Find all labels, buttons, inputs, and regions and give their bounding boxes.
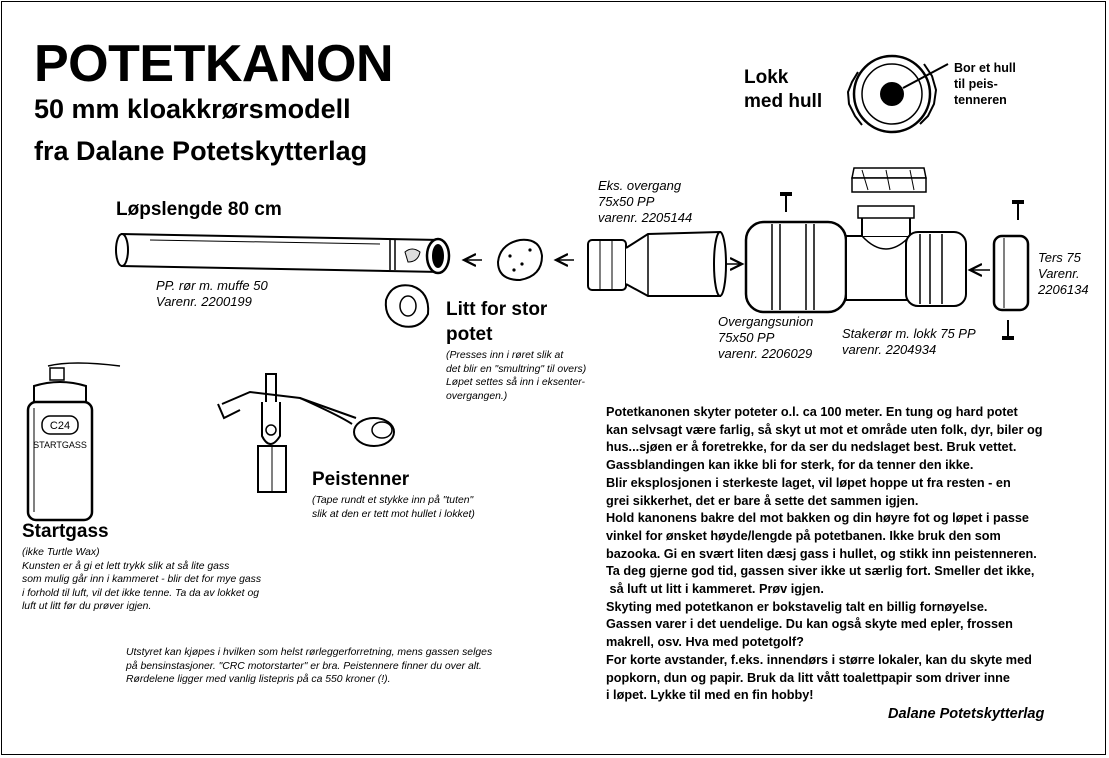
lid-label-2: med hull: [744, 91, 823, 112]
barrel-pipe-illustration: [116, 234, 449, 273]
page-subtitle-origin: fra Dalane Potetskytterlag: [34, 136, 368, 166]
end-cap-illustration: [994, 236, 1028, 310]
screw-icon: [1012, 200, 1024, 220]
reducer-illustration: [588, 232, 726, 296]
reducer-spec: Eks. overgang 75x50 PP varenr. 2205144: [598, 178, 693, 225]
end-cap-spec: Ters 75 Varenr. 2206134: [1038, 250, 1089, 297]
instructions-text: Potetkanonen skyter poteter o.l. ca 100 meter. En tung og hard potet kan selvsagt være farlig, så skyt ut mot et område uten folk, dyr, biler og hus...sjøen er å foretrekke, for da ser du nedslaget best. Bruk vettet. Gassblandingen kan ikke bli for sterk, for da tenner den ikke. Blir eksplosjonen i sterkeste laget, vil løpet hoppe ut fra resten - en grei sikkerhet, det er bare å sette det sammen igjen. Hold kanonens bakre del mot bakken og din høyre fot og løpet i passe vinkel for ønsket høyde/lengde på potetbanen. Ikke bruk den som bazooka. Gi en svært liten dæsj gass i hullet, og stikk inn peistenneren. Ta deg gjerne god tid, gassen siver ikke ut særlig fort. Smeller det ikke, så luft ut litt i kammeret. Prøv igjen. Skyting med potetkanon er bokstavelig talt en billig fornøyelse. Gassen varer i det uendelige. Du kan også skyte med epler, frossen makrell, osv. Hva med potetgolf? For korte avstander, f.eks. innendørs i større lokaler, kan du skyte med popkorn, dun og papir. Bruk da litt vått toalettpapir som driver inne i løpet. Lykke til med en fin hobby!: [606, 405, 1043, 703]
union-spec: Overgangsunion 75x50 PP varenr. 2206029: [718, 314, 814, 361]
screw-icon: [780, 192, 792, 212]
lid-hole-icon: [880, 82, 904, 106]
gas-heading: Startgass: [22, 521, 109, 542]
potato-note: (Presses inn i røret slik at det blir en "smultring" til overs) Løpet settes så inn i eksenter- overgangen.): [446, 350, 587, 402]
purchase-note: Utstyret kan kjøpes i hvilken som helst rørleggerforretning, mens gassen selges på bensinstasjoner. "CRC motorstarter" er bra. Peistennere finner du over alt. Rørdelene ligger med vanlig listepris på ca 550 kroner (!).: [126, 647, 493, 686]
chamber-tee-illustration: [846, 206, 966, 306]
chamber-spec: Stakerør m. lokk 75 PP varenr. 2204934: [842, 326, 976, 357]
lid-hole-note: Bor et hull til peis- tenneren: [954, 61, 1016, 107]
svg-text:C24: C24: [49, 420, 71, 432]
signature: Dalane Potetskytterlag: [888, 706, 1045, 722]
lid-illustration: [848, 56, 948, 132]
igniter-heading: Peistenner: [312, 469, 410, 490]
tee-lid-illustration: [852, 168, 926, 192]
lid-label: Lokk: [744, 67, 789, 88]
union-illustration: [746, 222, 846, 312]
igniter-note: (Tape rundt et stykke inn på "tuten" slik at den er tett mot hullet i lokket): [312, 495, 475, 520]
barrel-spec: PP. rør m. muffe 50 Varenr. 2200199: [156, 278, 268, 309]
barrel-length-heading: Løpslengde 80 cm: [116, 199, 282, 220]
potato-ring-icon: [386, 285, 428, 327]
potato-heading-2: potet: [446, 324, 493, 345]
svg-text:STARTGASS: STARTGASS: [33, 440, 87, 450]
potato-icon: [498, 240, 542, 280]
page-title: POTETKANON: [34, 35, 393, 93]
page-subtitle: 50 mm kloakkrørsmodell: [34, 94, 351, 124]
potato-heading: Litt for stor: [446, 299, 548, 320]
gas-can-illustration: [28, 363, 120, 520]
screw-icon: [1002, 320, 1014, 340]
gas-note: (ikke Turtle Wax) Kunsten er å gi et lett trykk slik at så lite gass som mulig går inn i kammeret - blir det for mye gass i forhold til luft, vil det ikke tenne. Ta da av lokket og luft ut litt før du prøver igjen.: [22, 547, 262, 613]
